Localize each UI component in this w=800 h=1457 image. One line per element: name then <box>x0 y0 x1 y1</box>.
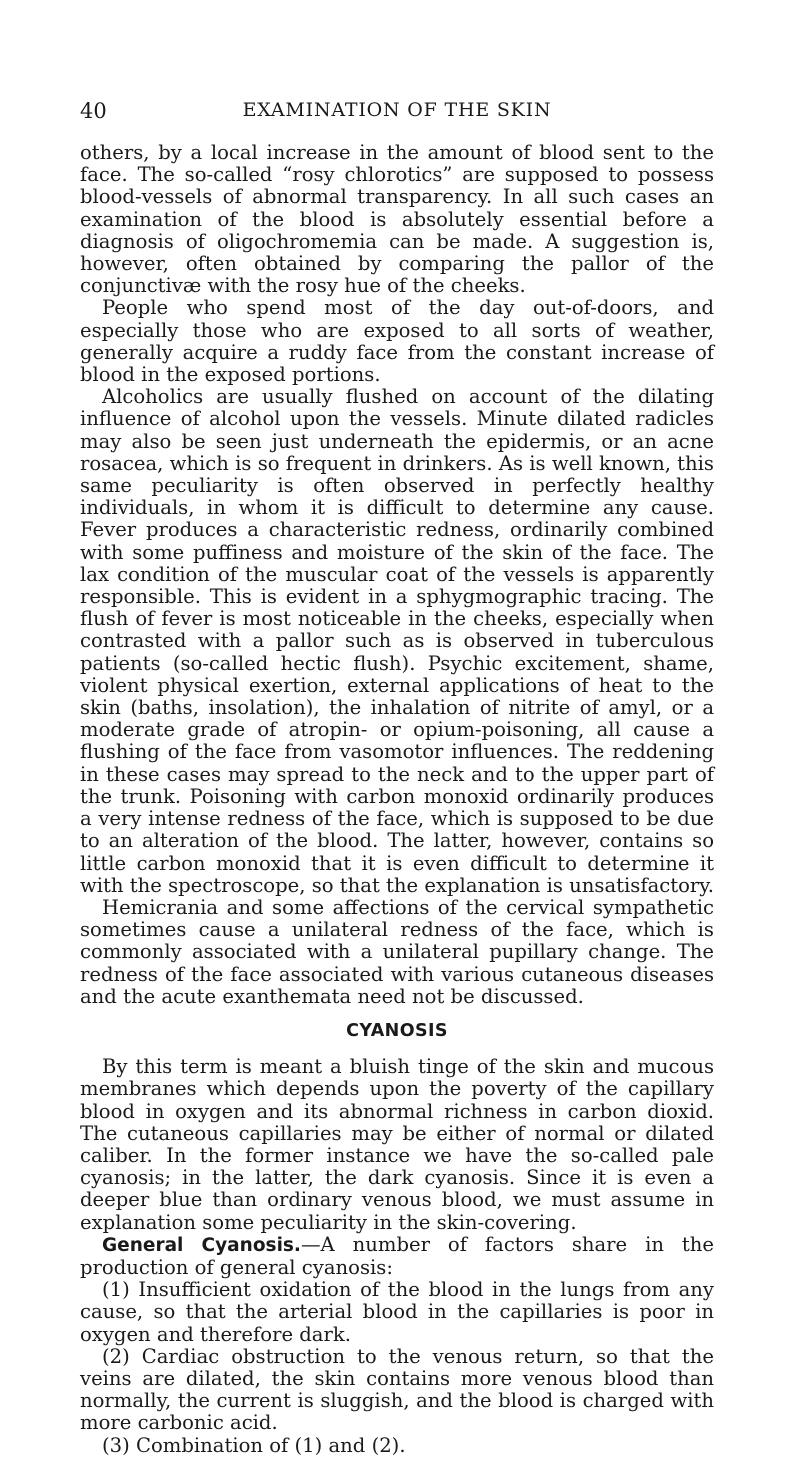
list-item: (3) Combination of (1) and (2). <box>102 1433 406 1457</box>
paragraph: People who spend most of the day out-of-doors, and especially those who are exposed to all sorts of weather, generally acquire a ruddy face from the constant increase of blood in the exposed portions. <box>80 296 714 387</box>
paragraph: Hemicrania and some affections of the cervical sympathetic sometimes cause a unilateral redness of the face, which is commonly associated with a unilateral pupillary change. The redness of the face associated with various cutaneous diseases and the acute exanthemata need not be discussed. <box>80 895 714 1008</box>
list-item: (1) Insufficient oxidation of the blood in the lungs from any cause, so that the arterial blood in the capillaries is poor in oxygen and therefore dark. <box>80 1278 714 1346</box>
section-heading: CYANOSIS <box>346 1020 448 1041</box>
body-text <box>80 142 714 1457</box>
paragraph: Alcoholics are usually flushed on account of the dilating influence of alcohol upon the vessels. Minute dilated radicles may also be seen just underneath the epidermis, or an acne rosacea, which is so frequent in drinkers. As is well known, this same peculiarity is often observed in perfectly healthy individuals, in whom it is difficult to determine any cause. Fever produces a characteristic redness, ordinarily combined with some puffiness and moisture of the skin of the face. The lax condition of the muscular coat of the vessels is apparently responsible. This is evident in a sphygmographic tracing. The flush of fever is most noticeable in the cheeks, especially when contrasted with a pallor such as is observed in tuberculous patients (so-called hectic flush). Psychic excitement, shame, violent physical exertion, external applications of heat to the skin (baths, insolation), the inhalation of nitrite of amyl, or a moderate grade of atropin- or opium-poisoning, all cause a flushing of the face from vasomotor influences. The reddening in these cases may spread to the neck and to the upper part of the trunk. Poisoning with carbon monoxid ordinarily produces a very intense redness of the face, which is supposed to be due to an alteration of the blood. The latter, however, contains so little carbon monoxid that it is even difficult to determine it with the spectroscope, so that the explanation is unsatisfactory. <box>80 385 714 897</box>
running-head: EXAMINATION OF THE SKIN <box>242 99 552 121</box>
paragraph <box>80 1234 714 1279</box>
paragraph: By this term is meant a bluish tinge of the skin and mucous membranes which depends upon the poverty of the capillary blood in oxygen and its abnormal richness in carbon dioxid. The cutaneous capillaries may be either of normal or dilated caliber. In the former instance we have the so-called pale cyanosis; in the latter, the dark cyanosis. Since it is even a deeper blue than ordinary venous blood, we must assume in explanation some peculiarity in the skin-covering. <box>80 1055 714 1234</box>
paragraph: others, by a local increase in the amount of blood sent to the face. The so-called “rosy chlorotics” are supposed to possess blood-vessels of abnormal transparency. In all such cases an examination of the blood is absolutely essential before a diagnosis of oligochromemia can be made. A suggestion is, however, often obtained by comparing the pallor of the conjunctivæ with the rosy hue of the cheeks. <box>80 141 714 298</box>
page-header <box>80 99 714 129</box>
page-number: 40 <box>80 99 107 123</box>
paragraph-text: —A number of factors share in the production of general cyanosis: <box>80 1232 715 1279</box>
list-item: (2) Cardiac obstruction to the venous return, so that the veins are dilated, the skin contains more venous blood than normally, the current is sluggish, and the blood is charged with more carbonic acid. <box>80 1344 714 1435</box>
run-in-heading: General Cyanosis. <box>102 1234 301 1256</box>
